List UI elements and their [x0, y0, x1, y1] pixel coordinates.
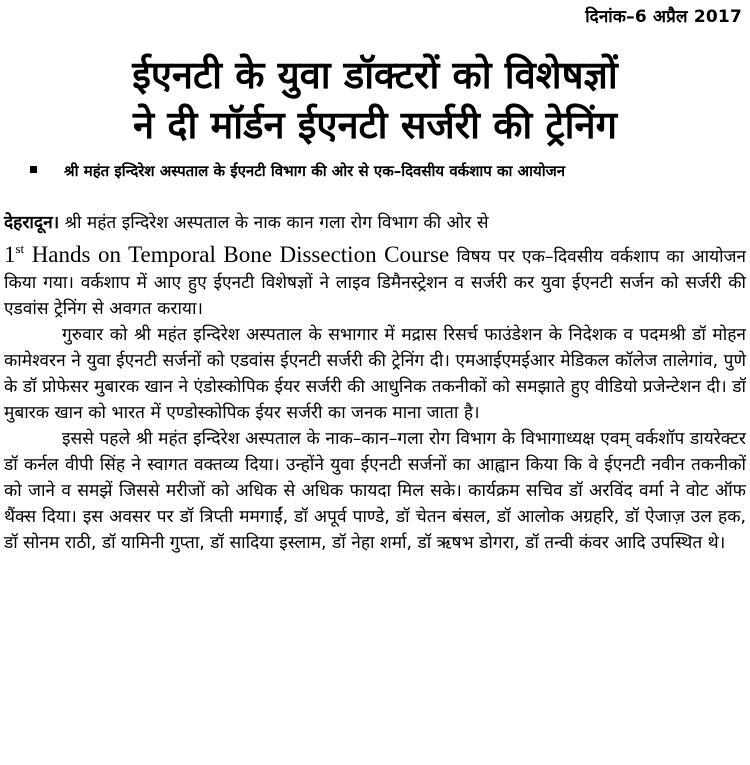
- summary-bullet: [30, 160, 720, 182]
- article-body: [4, 210, 746, 556]
- place-dateline: देहरादून।: [4, 213, 60, 233]
- headline-line-1: ईएनटी के युवा डॉक्टरों को विशेषज्ञों: [132, 53, 618, 97]
- summary-bullet-text: श्री महंत इन्दिरेश अस्पताल के ईएनटी विभाग की ओर से एक–दिवसीय वर्कशाप का आयोजन: [64, 162, 566, 180]
- course-name: [4, 242, 449, 267]
- paragraph-3: इससे पहले श्री महंत इन्दिरेश अस्पताल के नाक–कान–गला रोग विभाग के विभागाध्यक्ष एवम् वर्कशॉप डायरेक्टर डॉ कर्नल वीपी सिंह ने स्वागत वक्तव्य दिया। उन्होंने युवा ईएनटी सर्जनों का आह्वान किया कि वे ईएनटी नवीन तकनीकों को जाने व समझें जिससे मरीजों को अधिक से अधिक फायदा मिल सके। कार्यक्रम सचिव डॉ अरविंद वर्मा ने वोट ऑफ थैंक्स दिया। इस अवसर पर डॉ त्रिप्ती ममगाईं, डॉ अपूर्व पाण्डे, डॉ चेतन बंसल, डॉ आलोक अग्रहरि, डॉ ऐजाज़ उल हक, डॉ सोनम राठी, डॉ यामिनी गुप्ता, डॉ सादिया इस्लाम, डॉ नेहा शर्मा, डॉ ऋषभ डोगरा, डॉ तन्वी कंवर आदि उपस्थित थे।: [4, 429, 746, 553]
- headline-line-2: ने दी मॉर्डन ईएनटी सर्जरी की ट्रेनिंग: [132, 103, 617, 147]
- course-ordinal-suffix: st: [15, 241, 25, 256]
- date-line: दिनांक–6 अप्रैल 2017: [585, 7, 742, 27]
- paragraph-1-rest: विषय पर एक–दिवसीय वर्कशाप का आयोजन किया गया। वर्कशाप में आए हुए ईएनटी विशेषज्ञों ने लाइव डिमैनस्ट्रेशन व सर्जरी कर युवा ईएनटी सर्जन को सर्जरी की एडवांस ट्रेनिंग से अवगत कराया।: [4, 247, 746, 319]
- headline: [0, 50, 750, 150]
- paragraph-1-lead: श्री महंत इन्दिरेश अस्पताल के नाक कान गला रोग विभाग की ओर से: [59, 213, 489, 233]
- paragraph-2: गुरुवार को श्री महंत इन्दिरेश अस्पताल के सभागार में मद्रास रिसर्च फाउंडेशन के निदेशक व पदमश्री डॉ मोहन कामेश्वरन ने युवा ईएनटी सर्जनों को एडवांस ईएनटी सर्जरी की ट्रेनिंग दी। एमआईएमईआर मेडिकल कॉलेज तालेगांव, पुणे के डॉ प्रोफेसर मुबारक खान ने एंडोस्कोपिक ईयर सर्जरी की आधुनिक तकनीकों को समझाते हुए वीडियो प्रजेन्टेशन दी। डॉ मुबारक खान को भारत में एण्डोस्कोपिक ईयर सर्जरी का जनक माना जाता है।: [4, 325, 746, 423]
- course-number: 1: [4, 242, 16, 267]
- paragraph-1: [4, 210, 746, 322]
- square-bullet-icon: [30, 166, 37, 173]
- course-title: Hands on Temporal Bone Dissection Course: [24, 242, 450, 267]
